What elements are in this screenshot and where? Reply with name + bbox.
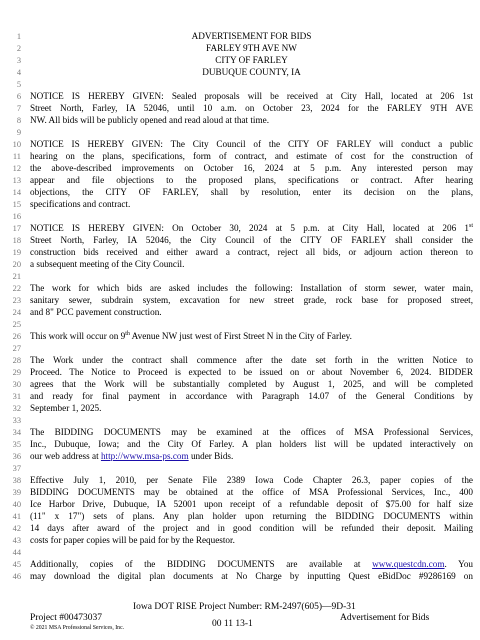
text-segment: NOTICE IS HEREBY GIVEN: The City Council of the CITY OF FARLEY will conduct a public <box>30 139 473 149</box>
body-line <box>0 271 480 282</box>
line-number: 38 <box>12 476 21 485</box>
body-line <box>0 175 480 186</box>
line-number: 37 <box>12 464 21 473</box>
body-line <box>0 223 480 234</box>
body-line <box>0 511 480 522</box>
line-text <box>30 295 473 306</box>
text-segment: CITY OF FARLEY <box>215 55 288 65</box>
body-line <box>0 199 480 210</box>
line-number: 6 <box>16 92 21 101</box>
body-line <box>0 403 480 414</box>
line-number: 29 <box>12 368 21 377</box>
heading-text <box>30 43 473 54</box>
text-segment: and 8" PCC pavement construction. <box>30 307 162 317</box>
line-number: 1 <box>16 32 21 41</box>
line-text <box>30 367 473 378</box>
body-line <box>0 211 480 222</box>
text-segment: NOTICE IS HEREBY GIVEN: Sealed proposals will be received at City Hall, located at 206 1st <box>30 91 473 101</box>
ordinal-superscript: th <box>125 330 130 337</box>
line-number: 18 <box>12 236 21 245</box>
line-number: 16 <box>12 212 21 221</box>
line-text <box>30 391 473 402</box>
text-segment: (11" x 17") sets of plans. Any plan holder upon returning the BIDDING DOCUMENTS within <box>30 511 473 521</box>
heading-text <box>30 31 473 42</box>
line-number: 21 <box>12 272 21 281</box>
text-segment: The Work under the contract shall commence after the date set forth in the written Notice to <box>30 355 473 365</box>
footer-section-title: Advertisement for Bids <box>340 613 430 623</box>
text-segment: ADVERTISEMENT FOR BIDS <box>191 31 312 41</box>
line-number: 25 <box>12 320 21 329</box>
line-number: 7 <box>16 104 21 113</box>
line-number: 45 <box>12 560 21 569</box>
line-number: 3 <box>16 56 21 65</box>
line-number: 23 <box>12 296 21 305</box>
text-segment: NW. All bids will be publicly opened and read aloud at that time. <box>30 115 269 125</box>
line-number: 22 <box>12 284 21 293</box>
line-number: 43 <box>12 536 21 545</box>
line-text <box>30 535 473 546</box>
body-line <box>0 331 480 342</box>
body-line <box>0 559 480 570</box>
text-segment: costs for paper copies will be paid for by the Requestor. <box>30 535 235 545</box>
line-text <box>30 139 473 150</box>
line-number: 2 <box>16 44 21 53</box>
body-line <box>0 259 480 270</box>
text-segment: specifications and contract. <box>30 199 131 209</box>
line-text <box>30 427 473 438</box>
line-text <box>30 163 473 174</box>
text-segment: September 1, 2025. <box>30 403 102 413</box>
text-segment: our web address at <box>30 451 101 461</box>
text-segment: hearing on the plans, specifications, form of contract, and estimate of cost for the construction of <box>30 151 473 161</box>
body-line <box>0 475 480 486</box>
body-line <box>0 391 480 402</box>
heading-line <box>0 67 480 78</box>
line-number: 8 <box>16 116 21 125</box>
line-text <box>30 571 473 582</box>
text-segment: BIDDING DOCUMENTS may be obtained at the office of MSA Professional Services, Inc., 400 <box>30 487 473 497</box>
text-segment: the above-described improvements on October 16, 2024 at 5 p.m. Any interested person may <box>30 163 473 173</box>
line-number: 15 <box>12 200 21 209</box>
footer-page-code: 00 11 13-1 <box>212 619 253 629</box>
line-number: 9 <box>16 128 21 137</box>
body-line <box>0 283 480 294</box>
text-segment: The BIDDING DOCUMENTS may be examined at the offices of MSA Professional Services, <box>30 427 473 437</box>
body-line <box>0 187 480 198</box>
line-text <box>30 451 473 462</box>
line-number: 32 <box>12 404 21 413</box>
text-segment: Inc., Dubuque, Iowa; and the City Of Farley. A plan holders list will be updated interactively on <box>30 439 473 449</box>
line-number: 42 <box>12 524 21 533</box>
text-segment: 14 days after award of the project and in good condition will be refunded their deposit. Mailing <box>30 523 473 533</box>
line-text <box>30 487 473 498</box>
body-line <box>0 451 480 462</box>
line-text <box>30 103 473 114</box>
text-segment: appear and file objections to the proposed plans, specifications or contract. After hearing <box>30 175 473 185</box>
text-segment: Proceed. The Notice to Proceed is expected to be issued on or about November 6, 2024. BIDDER <box>30 367 473 377</box>
line-text <box>30 259 473 270</box>
line-number: 26 <box>12 332 21 341</box>
body-line <box>0 379 480 390</box>
line-text <box>30 331 473 342</box>
text-segment: Street North, Farley, IA 52046, until 10 a.m. on October 23, 2024 for the FARLEY 9TH AVE <box>30 103 473 113</box>
line-number: 34 <box>12 428 21 437</box>
line-number: 28 <box>12 356 21 365</box>
text-segment: This work will occur on 9 <box>30 331 126 341</box>
text-segment: Avenue NW just west of First Street N in the City of Farley. <box>129 331 352 341</box>
line-number: 5 <box>16 80 21 89</box>
text-segment: Street North, Farley, IA 52046, the City Council of the CITY OF FARLEY shall consider the <box>30 235 473 245</box>
line-text <box>30 559 473 570</box>
body-line <box>0 427 480 438</box>
body-line <box>0 439 480 450</box>
body-line <box>0 235 480 246</box>
text-segment: a subsequent meeting of the City Council. <box>30 259 185 269</box>
body-line <box>0 103 480 114</box>
body-line <box>0 367 480 378</box>
line-number: 39 <box>12 488 21 497</box>
body-line <box>0 163 480 174</box>
body-line <box>0 115 480 126</box>
footer-project-line: Iowa DOT RISE Project Number: RM-2497(605)—9D-31 <box>133 602 356 612</box>
line-text <box>30 115 473 126</box>
web-link[interactable]: http://www.msa-ps.com <box>100 451 189 461</box>
line-text <box>30 223 473 234</box>
text-segment: Additionally, copies of the BIDDING DOCUMENTS are available at <box>30 559 373 569</box>
body-line <box>0 523 480 534</box>
body-line <box>0 151 480 162</box>
line-number: 46 <box>12 572 21 581</box>
body-line <box>0 571 480 582</box>
body-line <box>0 415 480 426</box>
text-segment: may download the digital plan documents at No Charge by inputting Quest eBidDoc #9286169 on <box>30 571 473 581</box>
text-segment: Effective July 1, 2010, per Senate File 2389 Iowa Code Chapter 26.3, paper copies of the <box>30 475 473 485</box>
line-number: 27 <box>12 344 21 353</box>
line-text <box>30 175 473 186</box>
body-line <box>0 535 480 546</box>
line-number: 11 <box>12 152 21 161</box>
line-number: 36 <box>12 452 21 461</box>
body-line <box>0 247 480 258</box>
line-text <box>30 475 473 486</box>
line-text <box>30 523 473 534</box>
heading-text <box>30 67 473 78</box>
line-number: 13 <box>12 176 21 185</box>
body-line <box>0 127 480 138</box>
line-text <box>30 187 473 198</box>
body-line <box>0 91 480 102</box>
text-segment: construction bids received and either award a contract, reject all bids, or adjourn action thereon to <box>30 247 473 257</box>
body-line <box>0 355 480 366</box>
text-segment: FARLEY 9TH AVE NW <box>206 43 297 53</box>
footer-project-number: Project #00473037 <box>30 613 103 623</box>
text-segment: objections, the CITY OF FARLEY, shall by resolution, enter its decision on the plans, <box>30 187 473 197</box>
line-number: 17 <box>12 224 21 233</box>
line-text <box>30 355 473 366</box>
heading-line <box>0 43 480 54</box>
line-number: 24 <box>12 308 21 317</box>
text-segment: The work for which bids are asked includes the following: Installation of storm sewer, water main, <box>30 283 473 293</box>
line-text <box>30 307 473 318</box>
line-text <box>30 403 473 414</box>
text-segment: and ready for final payment in accordance with Paragraph 14.07 of the General Conditions by <box>30 391 473 401</box>
web-link[interactable]: www.questcdn.com <box>372 559 445 569</box>
line-text <box>30 247 473 258</box>
line-number: 10 <box>12 140 21 149</box>
line-text <box>30 235 473 246</box>
line-text <box>30 499 473 510</box>
body-line <box>0 463 480 474</box>
line-number: 20 <box>12 260 21 269</box>
text-segment: under Bids. <box>188 451 234 461</box>
line-number: 35 <box>12 440 21 449</box>
body-line <box>0 499 480 510</box>
line-number: 4 <box>16 68 21 77</box>
line-number: 14 <box>12 188 21 197</box>
body-line <box>0 343 480 354</box>
line-number: 44 <box>12 548 21 557</box>
line-number: 40 <box>12 500 21 509</box>
text-segment: agrees that the Work will be substantially completed by August 1, 2025, and will be completed <box>30 379 473 389</box>
body-line <box>0 547 480 558</box>
text-segment: NOTICE IS HEREBY GIVEN: On October 30, 2024 at 5 p.m. at City Hall, located at 206 1 <box>30 223 469 233</box>
line-text <box>30 379 473 390</box>
line-text <box>30 439 473 450</box>
ordinal-superscript: st <box>468 222 473 229</box>
line-number: 12 <box>12 164 21 173</box>
line-text <box>30 151 473 162</box>
heading-line <box>0 31 480 42</box>
line-number: 30 <box>12 380 21 389</box>
body-line <box>0 487 480 498</box>
line-text <box>30 91 473 102</box>
body-line <box>0 319 480 330</box>
body-line <box>0 307 480 318</box>
line-number: 33 <box>12 416 21 425</box>
body-line <box>0 79 480 90</box>
line-text <box>30 511 473 522</box>
heading-line <box>0 55 480 66</box>
body-line <box>0 295 480 306</box>
line-number: 31 <box>12 392 21 401</box>
text-segment: Ice Harbor Drive, Dubuque, IA 52001 upon receipt of a refundable deposit of $75.00 for half size <box>30 499 473 509</box>
body-line <box>0 139 480 150</box>
footer-copyright: © 2021 MSA Professional Services, Inc. <box>30 625 125 631</box>
text-segment: sanitary sewer, subdrain system, excavation for new street grade, rock base for proposed street, <box>30 295 473 305</box>
heading-text <box>30 55 473 66</box>
line-text <box>30 283 473 294</box>
text-segment: DUBUQUE COUNTY, IA <box>202 67 301 77</box>
text-segment: . You <box>444 559 474 569</box>
line-number: 19 <box>12 248 21 257</box>
line-number: 41 <box>12 512 21 521</box>
line-text <box>30 199 473 210</box>
